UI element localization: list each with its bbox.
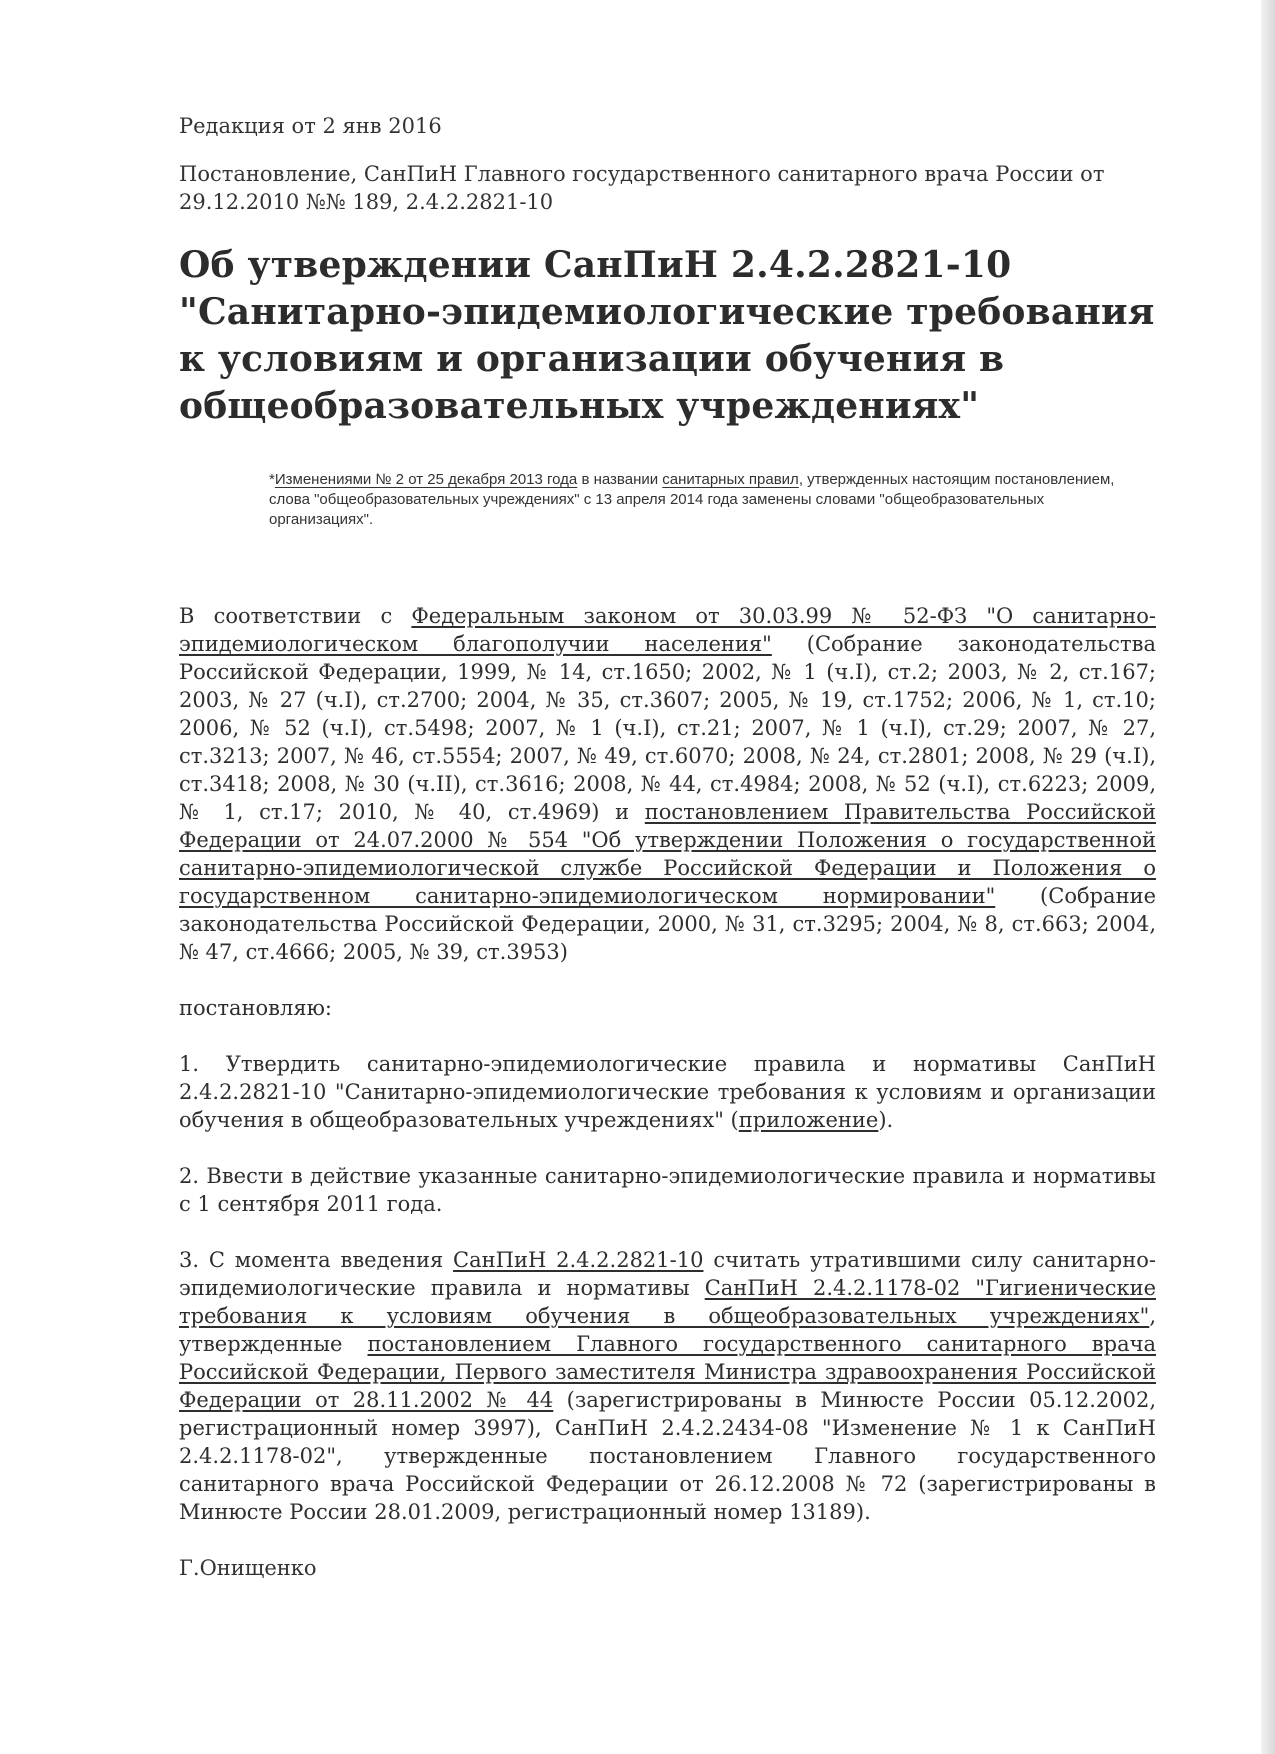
scan-edge [1261, 0, 1275, 1754]
edition-date: Редакция от 2 янв 2016 [179, 114, 442, 138]
note-link-amendments[interactable]: Изменениями № 2 от 25 декабря 2013 года [274, 471, 578, 488]
item-2: 2. Ввести в действие указанные санитарно-эпидемиологические правила и нормативы с 1 сентября 2011 года. [179, 1164, 1156, 1216]
item-3 [179, 1246, 1156, 1526]
note-link-sanitary-rules[interactable]: санитарных правил [662, 471, 799, 488]
basis-text-2: (Собрание законодательства Российской Федерации, 1999, № 14, ст.1650; 2002, № 1 (ч.I), ст.2; 2003, № 2, ст.167; 2003, № 27 (ч.I), ст.2700; 2004, № 35, ст.3607; 2005, № 19, ст.1752; 2006, № 1, ст.10; 2006, № 52 (ч.I), ст.5498; 2007, № 1 (ч.I), ст.21; 2007, № 1 (ч.I), ст.29; 2007, № 27, ст.3213; 2007, № 46, ст.5554; 2007, № 49, ст.6070; 2008, № 24, ст.2801; 2008, № 29 (ч.I), ст.3418; 2008, № 30 (ч.II), ст.3616; 2008, № 44, ст.4984; 2008, № 52 (ч.I), ст.6223; 2009, № 1, ст.17; 2010, № 40, ст.4969) и [179, 632, 1156, 824]
item-3-text-4: (зарегистрированы в Минюсте России 05.12.2002, регистрационный номер 3997), СанПиН 2.4.2.2434-08 "Изменение № 1 к СанПиН 2.4.2.1178-02", утвержденные постановлением Главного государственного санитарного врача Российской Федерации от 26.12.2008 № 72 (зарегистрированы в Минюсте России 28.01.2009, регистрационный номер 13189). [179, 1388, 1156, 1524]
link-federal-law-52fz[interactable]: Федеральным законом от 30.03.99 № 52-ФЗ "О санитарно-эпидемиологическом благополучии населения" [179, 604, 1156, 656]
basis-text-1: В соответствии с [179, 604, 412, 628]
item-3-text-2: считать утратившими силу санитарно-эпидемиологические правила и нормативы [179, 1248, 1156, 1300]
link-appendix[interactable]: приложение [738, 1108, 879, 1132]
note-text-2: , утвержденных настоящим постановлением, слова "общеобразовательных учреждениях" с 13 апреля 2014 года заменены словами "общеобразовательных организациях". [269, 471, 1115, 528]
link-government-resolution-554[interactable]: постановлением Правительства Российской Федерации от 24.07.2000 № 554 "Об утверждении Положения о государственной санитарно-эпидемиологической службе Российской Федерации и Положения о государственном санитарно-эпидемиологическом нормировании" [179, 800, 1156, 908]
document-body [179, 112, 1156, 1603]
item-3-text-3: , утвержденные [179, 1304, 1156, 1356]
item-1-text-2: ). [878, 1108, 894, 1132]
basis-text-3: (Собрание законодательства Российской Федерации, 2000, № 31, ст.3295; 2004, № 8, ст.663; 2004, № 47, ст.4666; 2005, № 39, ст.3953) [179, 884, 1156, 964]
item-1 [179, 1050, 1156, 1134]
document-title: Об утверждении СанПиН 2.4.2.2821-10 "Санитарно-эпидемиологические требования к условиям и организации обучения в общеобразовательных учреждениях" [179, 244, 1155, 427]
basis-paragraph [179, 602, 1156, 966]
resolve-word: постановляю: [179, 996, 332, 1020]
item-1-text-1: 1. Утвердить санитарно-эпидемиологические правила и нормативы СанПиН 2.4.2.2821-10 "Санитарно-эпидемиологические требования к условиям и организации обучения в общеобразовательных учреждениях" ( [179, 1052, 1156, 1132]
note-star: * [269, 471, 275, 488]
link-sanpin-2821-10[interactable]: СанПиН 2.4.2.2821-10 [453, 1248, 704, 1272]
note-text-1: в названии [577, 471, 663, 488]
link-sanpin-1178-02[interactable]: СанПиН 2.4.2.1178-02 "Гигиенические требования к условиям обучения в общеобразовательных учреждениях" [179, 1276, 1156, 1328]
signature: Г.Онищенко [179, 1556, 317, 1580]
document-preamble: Постановление, СанПиН Главного государственного санитарного врача России от 29.12.2010 №№ 189, 2.4.2.2821-10 [179, 162, 1105, 214]
item-3-text-1: 3. С момента введения [179, 1248, 454, 1272]
amendment-note [269, 470, 1149, 530]
link-resolution-44[interactable]: постановлением Главного государственного санитарного врача Российской Федерации, Первого заместителя Министра здравоохранения Российской Федерации от 28.11.2002 № 44 [179, 1332, 1157, 1412]
